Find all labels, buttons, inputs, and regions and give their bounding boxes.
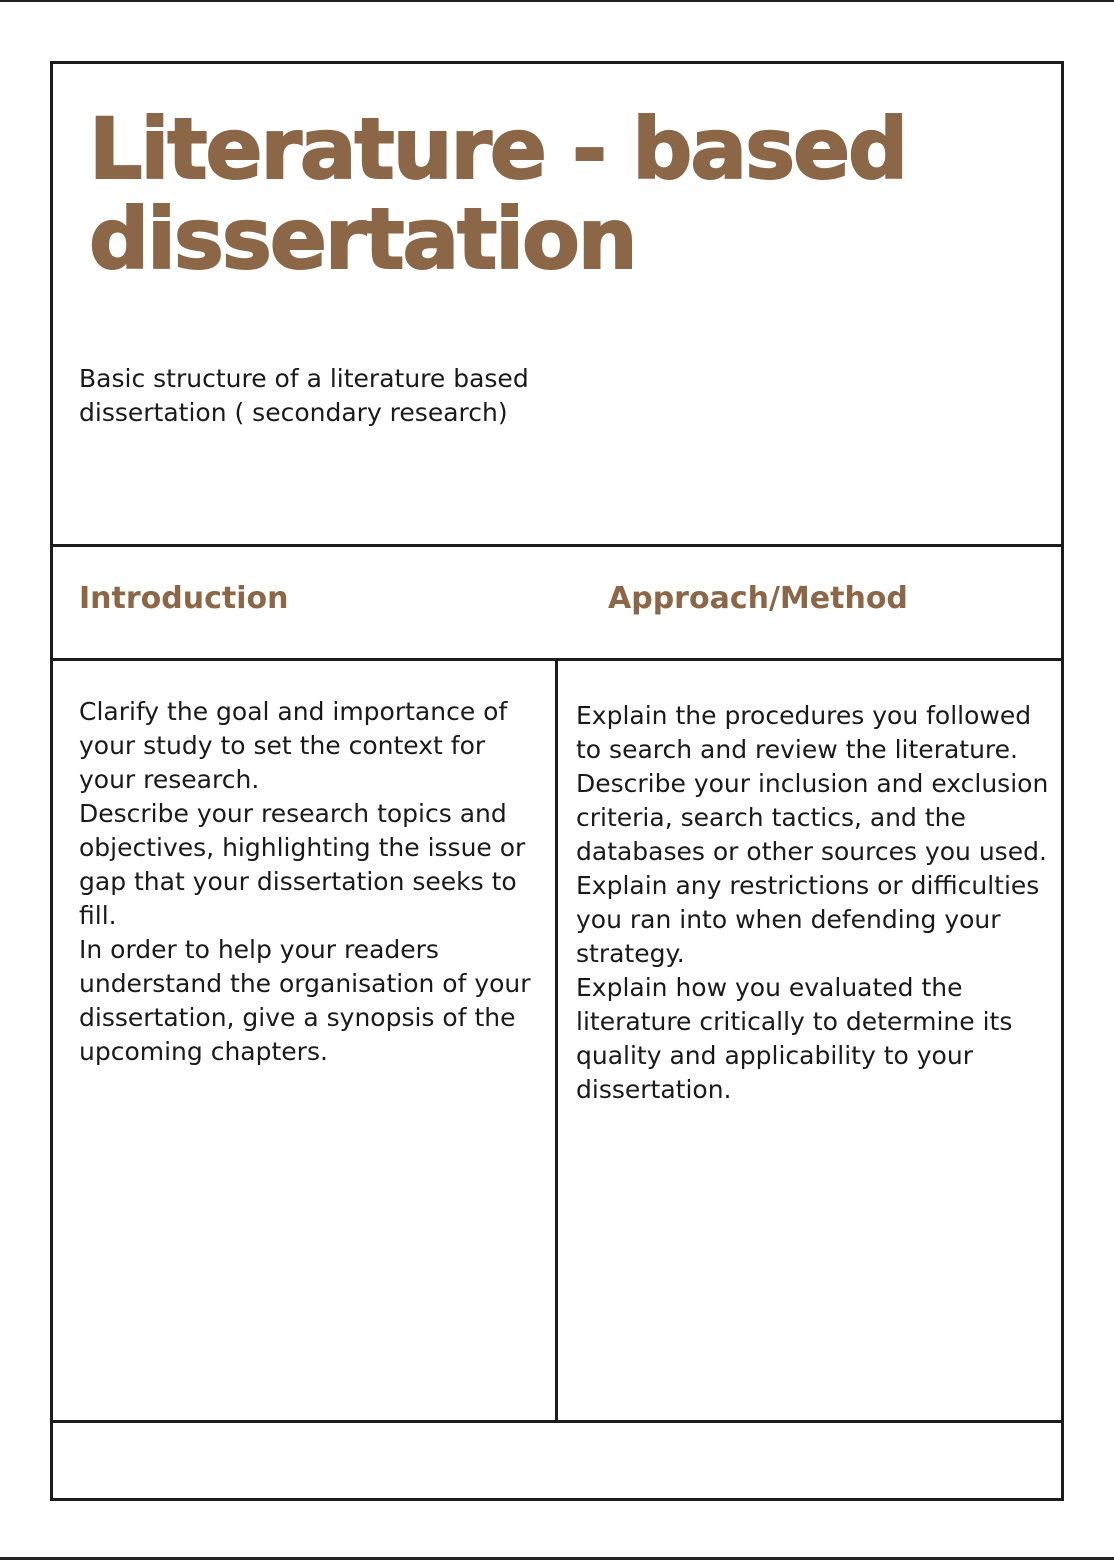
introduction-heading: Introduction	[79, 581, 289, 616]
title-line-1: Literature - based	[89, 100, 907, 198]
introduction-body	[79, 695, 545, 1069]
approach-paragraph: Describe your inclusion and exclusion criteria, search tactics, and the databases or other sources you used.	[576, 769, 1049, 866]
approach-paragraph: Explain how you evaluated the literature critically to determine its quality and applicability to your dissertation.	[576, 973, 1013, 1104]
document-subtitle	[79, 362, 639, 430]
document-sheet	[50, 61, 1064, 1501]
divider-footer	[53, 1420, 1061, 1423]
approach-paragraph: Explain any restrictions or difficulties you ran into when defending your strategy.	[576, 871, 1040, 968]
introduction-paragraph: In order to help your readers understand the organisation of your dissertation, give a synopsis of the upcoming chapters.	[79, 935, 531, 1066]
introduction-paragraph: Clarify the goal and importance of your study to set the context for your research.	[79, 697, 508, 794]
approach-method-body	[576, 699, 1052, 1107]
column-divider	[555, 658, 558, 1423]
document-title	[89, 100, 1049, 288]
top-edge-line	[0, 0, 1114, 2]
divider-header	[53, 544, 1061, 547]
title-line-2: dissertation	[89, 190, 636, 288]
subtitle-line-1: Basic structure of a literature based	[79, 364, 529, 393]
subtitle-line-2: dissertation ( secondary research)	[79, 398, 508, 427]
introduction-paragraph: Describe your research topics and objectives, highlighting the issue or gap that your dissertation seeks to fill.	[79, 799, 526, 930]
approach-paragraph: Explain the procedures you followed to search and review the literature.	[576, 701, 1032, 764]
approach-method-heading: Approach/Method	[608, 581, 908, 616]
